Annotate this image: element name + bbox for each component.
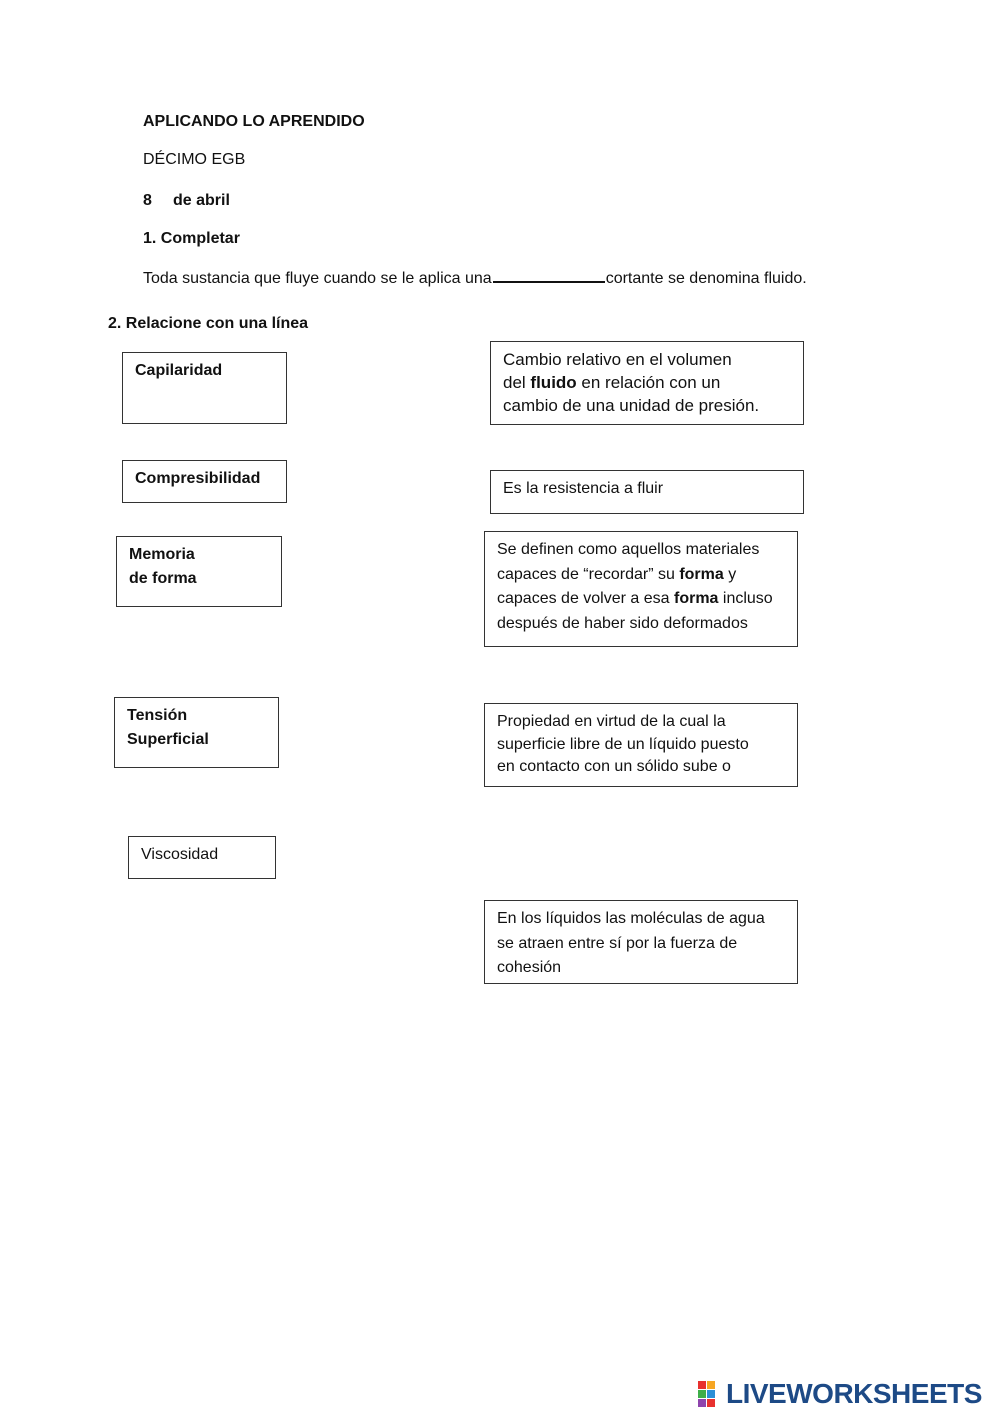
section1-heading: 1. Completar [143,230,240,247]
worksheet-title: APLICANDO LO APRENDIDO [143,113,365,130]
definition-line: se atraen entre sí por la fuerza de [497,934,738,952]
definition-line: después de haber sido deformados [497,614,748,632]
definition-line: Se definen como aquellos materiales [497,541,760,558]
definition-line: capaces de “recordar” su forma y [497,565,737,583]
definition-line: En los líquidos las moléculas de agua [497,910,765,927]
term-line: Tensión [127,707,188,724]
definition-line: del fluido en relación con un [503,373,721,392]
grade-label: DÉCIMO EGB [143,151,246,168]
definition-capilaridad[interactable] [484,703,798,787]
term-line: Viscosidad [141,846,219,863]
definition-line: cohesión [497,959,562,976]
term-tension-superficial[interactable] [114,697,279,768]
term-viscosidad[interactable] [128,836,276,879]
definition-line: cambio de una unidad de presión. [503,396,760,415]
definition-line: Es la resistencia a fluir [503,480,664,497]
answer-blank[interactable] [493,267,605,283]
section2-heading: 2. Relacione con una línea [108,315,309,332]
term-line: Compresibilidad [135,470,261,487]
date-text: de abril [173,192,230,209]
term-line: Memoria [129,546,195,563]
definition-compresibilidad[interactable] [490,341,804,425]
definition-line: en contacto con un sólido sube o [497,758,731,775]
date-number: 8 [143,192,152,209]
sentence-before: Toda sustancia que fluye cuando se le aplica una [143,270,492,287]
term-line: Capilaridad [135,362,223,379]
term-capilaridad[interactable] [122,352,287,424]
definition-line: superficie libre de un líquido puesto [497,735,749,753]
logo-text: LIVEWORKSHEETS [726,1378,982,1409]
definition-tension-superficial[interactable] [484,900,798,984]
definition-viscosidad[interactable] [490,470,804,514]
term-compresibilidad[interactable] [122,460,287,503]
definition-line: capaces de volver a esa forma incluso [497,590,773,607]
sentence-after: cortante se denomina fluido. [605,270,807,287]
liveworksheets-logo [698,1378,982,1410]
definition-line: Propiedad en virtud de la cual la [497,713,726,730]
term-memoria-de-forma[interactable] [116,536,282,607]
fill-in-sentence [143,267,807,289]
definition-memoria-de-forma[interactable] [484,531,798,647]
term-line: Superficial [127,731,209,748]
term-line: de forma [129,570,197,587]
definition-line: Cambio relativo en el volumen [503,350,732,369]
liveworksheets-logo-icon [698,1379,724,1409]
